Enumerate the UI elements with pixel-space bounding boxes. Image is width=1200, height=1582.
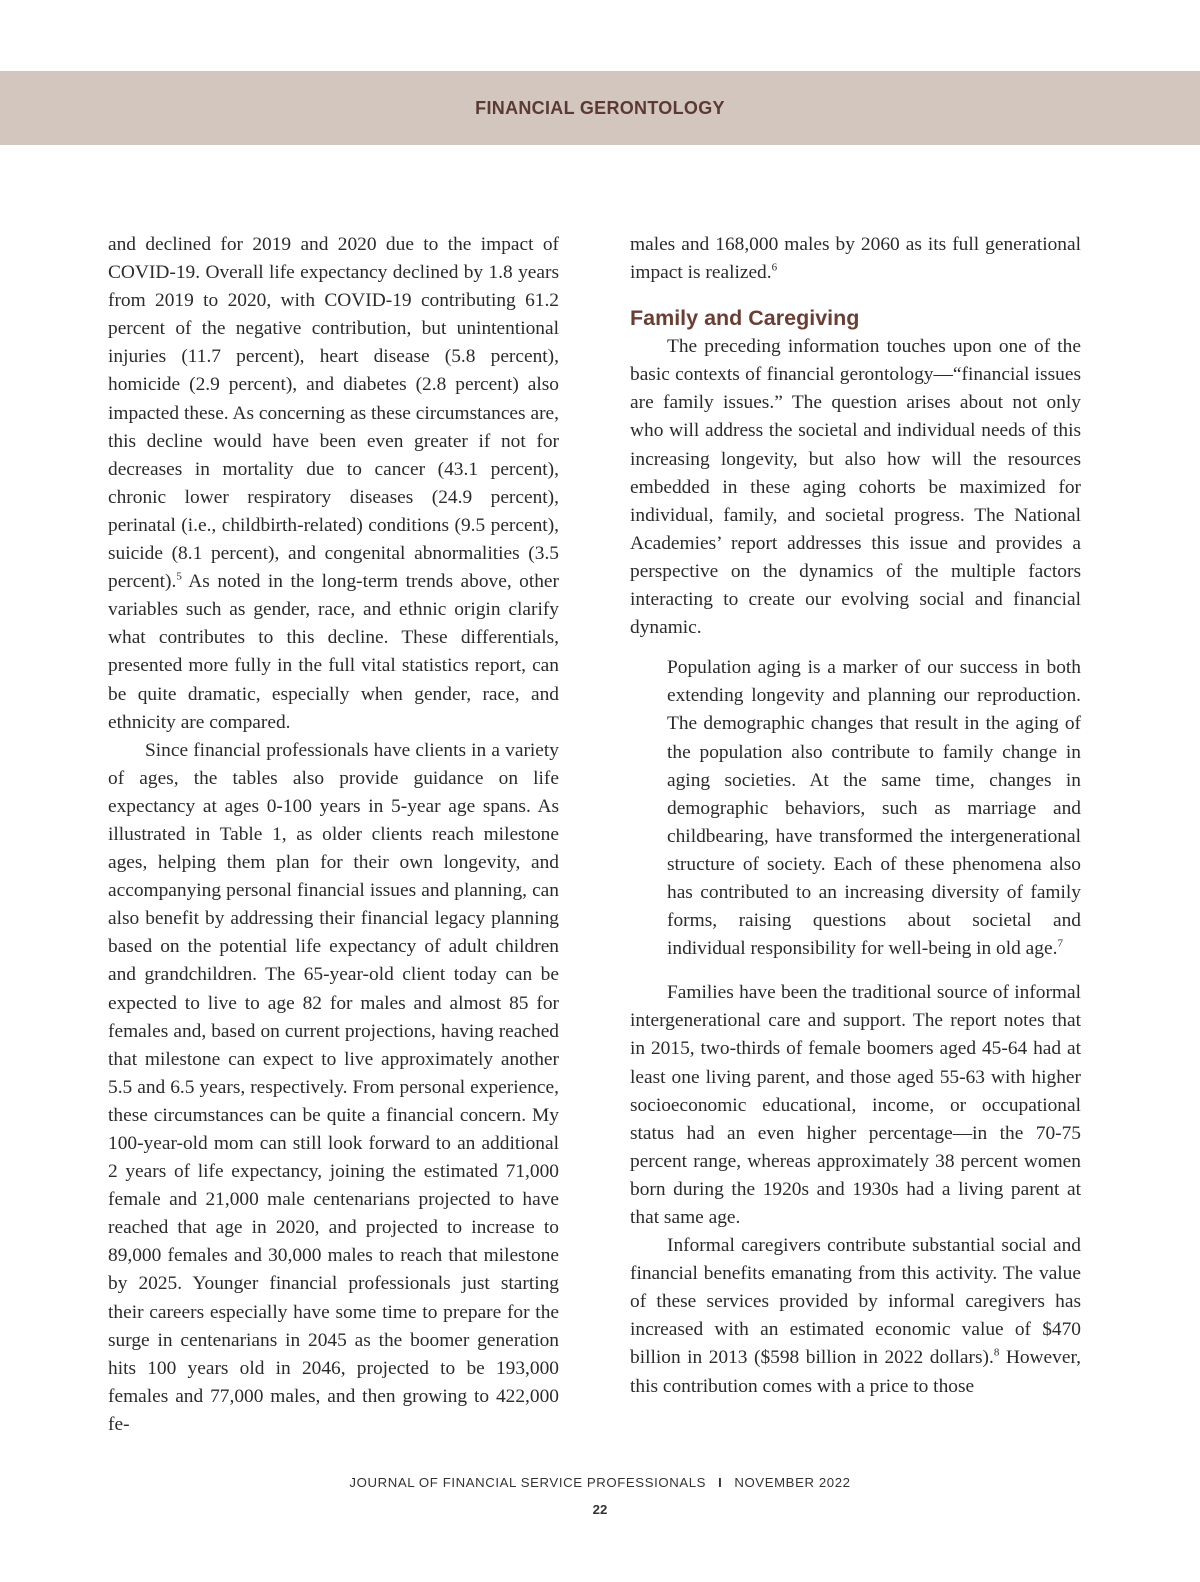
footnote-ref: 7 xyxy=(1057,937,1063,950)
footnote-ref: 5 xyxy=(176,570,182,583)
paragraph-text: Informal caregivers contribute substantial social and financial benefits emanating from this activity. The value of these services provided by informal caregivers has increased with an estimated economic value of $470 billion in 2013 ($598 billion in 2022 dollars). xyxy=(630,1235,1081,1369)
paragraph xyxy=(108,231,559,737)
section-banner xyxy=(0,71,1200,145)
right-column xyxy=(630,231,1081,1401)
paragraph-text: However, this contribution comes with a price to those xyxy=(630,1347,1081,1397)
page-number: 22 xyxy=(592,1502,608,1517)
journal-name: JOURNAL OF FINANCIAL SERVICE PROFESSIONALS xyxy=(349,1475,707,1490)
section-title: FINANCIAL GERONTOLOGY xyxy=(475,97,725,118)
paragraph xyxy=(630,1232,1081,1401)
footer-separator: I xyxy=(718,1475,723,1490)
block-quote xyxy=(667,654,1081,963)
paragraph: Families have been the traditional source of informal intergenerational care and support. The report notes that in 2015, two-thirds of female boomers aged 45-64 had at least one living parent, and those aged 55-63 with higher socioeconomic educational, income, or occupational status had an even higher percentage—in the 70-75 percent range, whereas approximately 38 percent women born during the 1920s and 1930s had a living parent at that same age. xyxy=(630,982,1081,1228)
left-column xyxy=(108,231,559,1439)
paragraph: The preceding information touches upon one of the basic contexts of financial gerontology—“financial issues are family issues.” The question arises about not only who will address the societal and individual needs of this increasing longevity, but also how will the resources embedded in these aging cohorts be maximized for individual, family, and societal progress. The National Academies’ report addresses this issue and provides a perspective on the dynamics of the multiple factors interacting to create our evolving social and financial dynamic. xyxy=(630,336,1081,639)
footnote-ref: 6 xyxy=(771,261,778,274)
footer-journal-line xyxy=(0,1475,1200,1490)
paragraph: Since financial professionals have clients in a variety of ages, the tables also provide guidance on life expectancy at ages 0-100 years in 5-year age spans. As illustrated in Table 1, as older clients reach milestone ages, helping them plan for their own longevity, and accompanying personal financial issues and planning, can also benefit by addressing their financial legacy planning based on the potential life expectancy of adult children and grandchildren. The 65-year-old client today can be expected to live to age 82 for males and almost 85 for females and, based on current projections, having reached that milestone can expect to live approximately another 5.5 and 6.5 years, respectively. From personal experience, these circumstances can be quite a financial concern. My 100-year-old mom can still look forward to an additional 2 years of life expectancy, joining the estimated 71,000 female and 21,000 male centenarians projected to have reached that age in 2020, and projected to increase to 89,000 females and 30,000 males to reach that milestone by 2025. Younger financial professionals just starting their careers especially have some time to prepare for the surge in centenarians in 2045 as the boomer generation hits 100 years old in 2046, projected to be 193,000 females and 77,000 males, and then growing to 422,000 fe- xyxy=(108,739,559,1435)
paragraph-text: males and 168,000 males by 2060 as its full generational impact is realized. xyxy=(630,234,1081,284)
quote-text: Population aging is a marker of our success in both extending longevity and planning our reproduction. The demographic changes that result in the aging of the population also contribute to family change in aging societies. At the same time, changes in demographic behaviors, such as marriage and childbearing, have transformed the intergenerational structure of society. Each of these phenomena also has contributed to an increasing diversity of family forms, raising questions about societal and individual responsibility for well-being in old age. xyxy=(667,657,1081,960)
paragraph-text: and declined for 2019 and 2020 due to the impact of COVID-19. Overall life expectancy declined by 1.8 years from 2019 to 2020, with COVID-19 contributing 61.2 percent of the negative contribution, but unintentional injuries (11.7 percent), heart disease (5.8 percent), homicide (2.9 percent), and diabetes (2.8 percent) also impacted these. As concerning as these circumstances are, this decline would have been even greater if not for decreases in mortality due to cancer (43.1 percent), chronic lower respiratory diseases (24.9 percent), perinatal (i.e., childbirth-related) conditions (9.5 percent), suicide (8.1 percent), and congenital abnormalities (3.5 percent). xyxy=(108,234,559,593)
issue-date: NOVEMBER 2022 xyxy=(734,1475,851,1490)
paragraph-text: As noted in the long-term trends above, other variables such as gender, race, and ethnic origin clarify what contributes to this decline. These differentials, presented more fully in the full vital statistics report, can be quite dramatic, especially when gender, race, and ethnicity are compared. xyxy=(108,571,559,733)
footnote-ref: 8 xyxy=(993,1347,1000,1359)
paragraph xyxy=(630,231,1081,287)
section-heading: Family and Caregiving xyxy=(630,306,860,331)
